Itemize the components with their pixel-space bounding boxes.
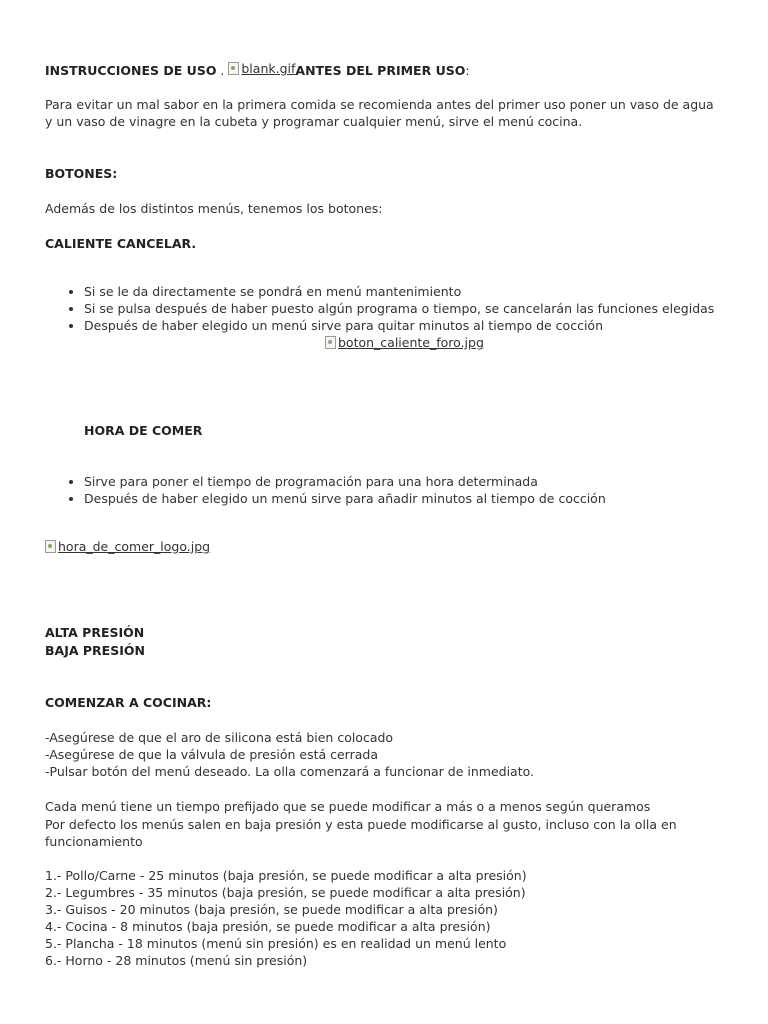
heading-botones: BOTONES: (45, 166, 118, 181)
heading-comenzar-a-cocinar: COMENZAR A COCINAR: (45, 695, 212, 710)
boton-caliente-alt: boton_caliente_foro.jpg (338, 335, 484, 350)
heading-instrucciones: INSTRUCCIONES DE USO (45, 63, 217, 78)
step-line: -Asegúrese de que el aro de silicona está bien colocado (45, 730, 394, 745)
header-colon: : (465, 63, 470, 78)
heading-hora-de-comer: HORA DE COMER (84, 423, 203, 438)
header-line (45, 60, 470, 79)
menu-item: 5.- Plancha - 18 minutos (menú sin presión) es en realidad un menú lento (45, 936, 507, 951)
heading-caliente-cancelar: CALIENTE CANCELAR. (45, 236, 197, 251)
hora-de-comer-alt: hora_de_comer_logo.jpg (58, 539, 211, 554)
menu-item: 2.- Legumbres - 35 minutos (baja presión, se puede modificar a alta presión) (45, 885, 526, 900)
hora-de-comer-image (45, 538, 210, 557)
menu-item: 4.- Cocina - 8 minutos (baja presión, se puede modificar a alta presión) (45, 919, 491, 934)
blank-gif-alt: blank.gif (241, 61, 296, 76)
step-line: -Asegúrese de que la válvula de presión está cerrada (45, 747, 378, 762)
heading-baja-presion: BAJA PRESIÓN (45, 643, 145, 658)
list-item: • Después de haber elegido un menú sirve para quitar minutos al tiempo de cocción (84, 317, 714, 334)
intro-paragraph: Para evitar un mal sabor en la primera comida se recomienda antes del primer uso poner un vaso de agua y un vaso de vinagre en la cubeta y programar cualquier menú, sirve el menú cocina. (45, 97, 714, 129)
botones-text: Además de los distintos menús, tenemos los botones: (45, 201, 383, 216)
caliente-bullet-list (45, 283, 714, 334)
boton-caliente-image (325, 334, 484, 353)
list-item: • Si se le da directamente se pondrá en menú mantenimiento (84, 283, 714, 300)
menu-list (45, 867, 527, 969)
header-separator: . (216, 63, 229, 78)
hora-bullet-list (45, 473, 606, 507)
list-item: • Después de haber elegido un menú sirve para añadir minutos al tiempo de cocción (84, 490, 606, 507)
note-tiempo-prefijado: Cada menú tiene un tiempo prefijado que se puede modificar a más o a menos según queramos (45, 799, 651, 814)
broken-image-icon (325, 336, 336, 349)
menu-item: 1.- Pollo/Carne - 25 minutos (baja presión, se puede modificar a alta presión) (45, 868, 527, 883)
list-item: • Sirve para poner el tiempo de programación para una hora determinada (84, 473, 606, 490)
broken-image-icon (228, 62, 239, 75)
steps-block (45, 729, 534, 780)
menu-item: 3.- Guisos - 20 minutos (baja presión, se puede modificar a alta presión) (45, 902, 498, 917)
step-line: -Pulsar botón del menú deseado. La olla comenzará a funcionar de inmediato. (45, 764, 535, 779)
note-baja-presion-defecto: Por defecto los menús salen en baja presión y esta puede modificarse al gusto, incluso con la olla en funcionamiento (45, 817, 677, 849)
menu-item: 6.- Horno - 28 minutos (menú sin presión) (45, 953, 308, 968)
heading-antes-primer-uso: ANTES DEL PRIMER USO (295, 63, 466, 78)
list-item: • Si se pulsa después de haber puesto algún programa o tiempo, se cancelarán las funciones elegidas (84, 300, 714, 317)
heading-alta-presion: ALTA PRESIÓN (45, 625, 145, 640)
broken-image-icon (45, 540, 56, 553)
blank-gif-image (228, 60, 295, 77)
